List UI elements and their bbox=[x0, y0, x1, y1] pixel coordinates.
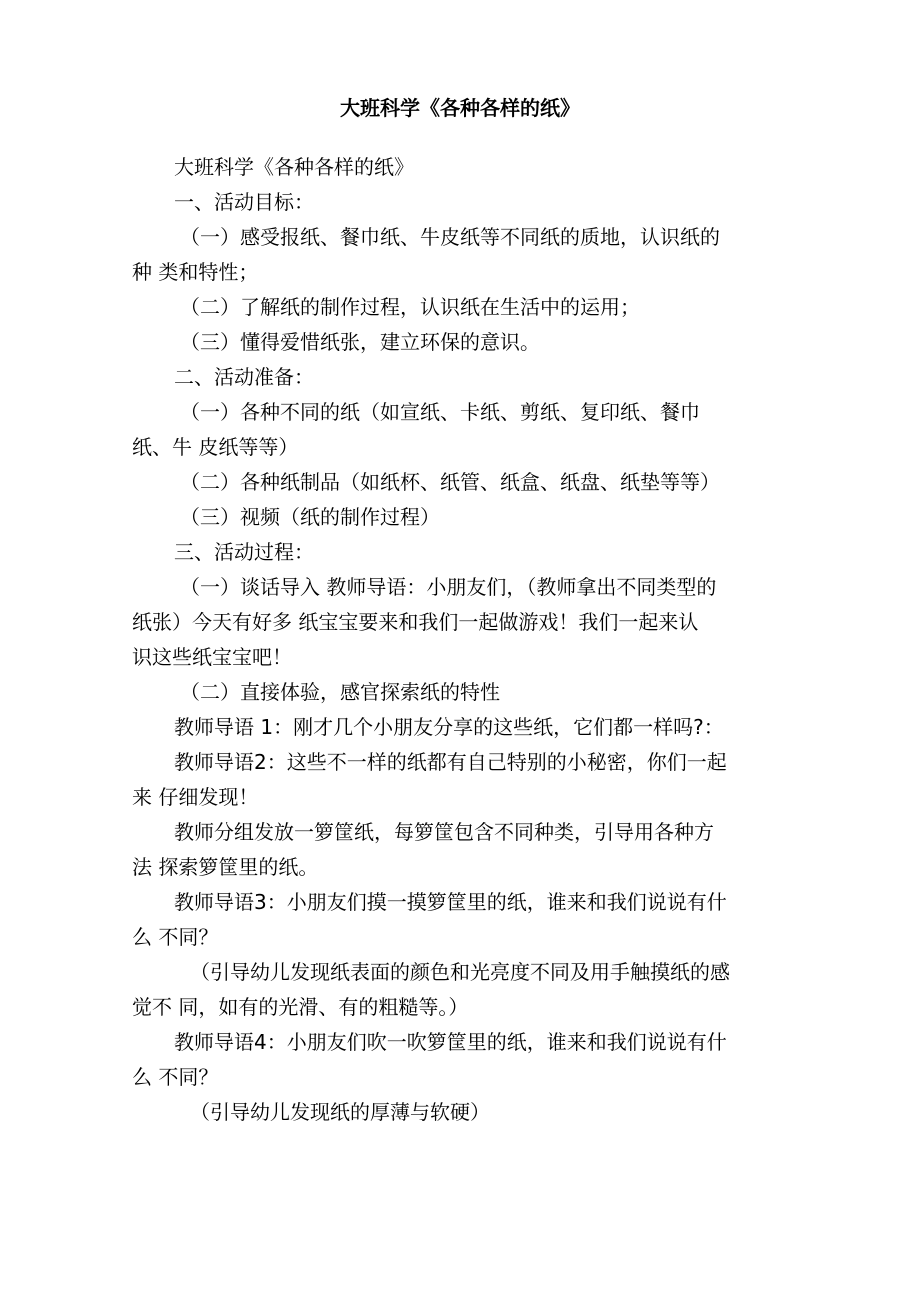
paragraph-line: 教师导语3：小朋友们摸一摸箩筐里的纸，谁来和我们说说有什 bbox=[174, 890, 727, 914]
paragraph-line: 教师导语 1：刚才几个小朋友分享的这些纸，它们都一样吗?： bbox=[174, 715, 724, 739]
paragraph-line: （一）谈话导入 教师导语：小朋友们，（教师拿出不同类型的 bbox=[180, 575, 717, 599]
paragraph-line: （三）视频（纸的制作过程） bbox=[180, 505, 440, 529]
paragraph-line: 觉不 同，如有的光滑、有的粗糙等。） bbox=[132, 995, 469, 1019]
paragraph-line: （一）感受报纸、餐巾纸、牛皮纸等不同纸的质地，认识纸的 bbox=[180, 225, 720, 249]
section-heading-goals: 一、活动目标： bbox=[174, 190, 314, 214]
document-body bbox=[132, 150, 802, 1130]
paragraph-line: （二）了解纸的制作过程，认识纸在生活中的运用； bbox=[180, 295, 640, 319]
paragraph-line: （引导幼儿发现纸的厚薄与软硬） bbox=[190, 1100, 490, 1124]
paragraph-line: （引导幼儿发现纸表面的颜色和光亮度不同及用手触摸纸的感 bbox=[190, 960, 730, 984]
paragraph-line: （二）各种纸制品（如纸杯、纸管、纸盒、纸盘、纸垫等等） bbox=[180, 470, 720, 494]
section-heading-preparation: 二、活动准备： bbox=[174, 365, 314, 389]
paragraph-line: 纸张）今天有好多 纸宝宝要来和我们一起做游戏！我们一起来认 bbox=[132, 610, 699, 634]
section-heading-process: 三、活动过程： bbox=[174, 540, 314, 564]
paragraph-line: 识这些纸宝宝吧！ bbox=[132, 645, 292, 669]
paragraph-line: 来 仔细发现！ bbox=[132, 785, 259, 809]
paragraph-line: 么 不同？ bbox=[132, 925, 219, 949]
paragraph-line: 法 探索箩筐里的纸。 bbox=[132, 855, 319, 879]
document-title: 大班科学《各种各样的纸》 bbox=[340, 96, 580, 120]
paragraph-line: （二）直接体验，感官探索纸的特性 bbox=[180, 680, 500, 704]
paragraph-line: （三）懂得爱惜纸张，建立环保的意识。 bbox=[180, 330, 540, 354]
paragraph-line: 教师导语2：这些不一样的纸都有自己特别的小秘密，你们一起 bbox=[174, 750, 727, 774]
paragraph-line: 教师导语4：小朋友们吹一吹箩筐里的纸，谁来和我们说说有什 bbox=[174, 1030, 727, 1054]
paragraph-line: 么 不同？ bbox=[132, 1065, 219, 1089]
heading-line: 大班科学《各种各样的纸》 bbox=[174, 155, 414, 179]
paragraph-line: 纸、牛 皮纸等等） bbox=[132, 435, 299, 459]
paragraph-line: 教师分组发放一箩筐纸，每箩筐包含不同种类，引导用各种方 bbox=[174, 820, 714, 844]
paragraph-line: （一）各种不同的纸（如宣纸、卡纸、剪纸、复印纸、餐巾 bbox=[180, 400, 700, 424]
paragraph-line: 种 类和特性； bbox=[132, 260, 259, 284]
